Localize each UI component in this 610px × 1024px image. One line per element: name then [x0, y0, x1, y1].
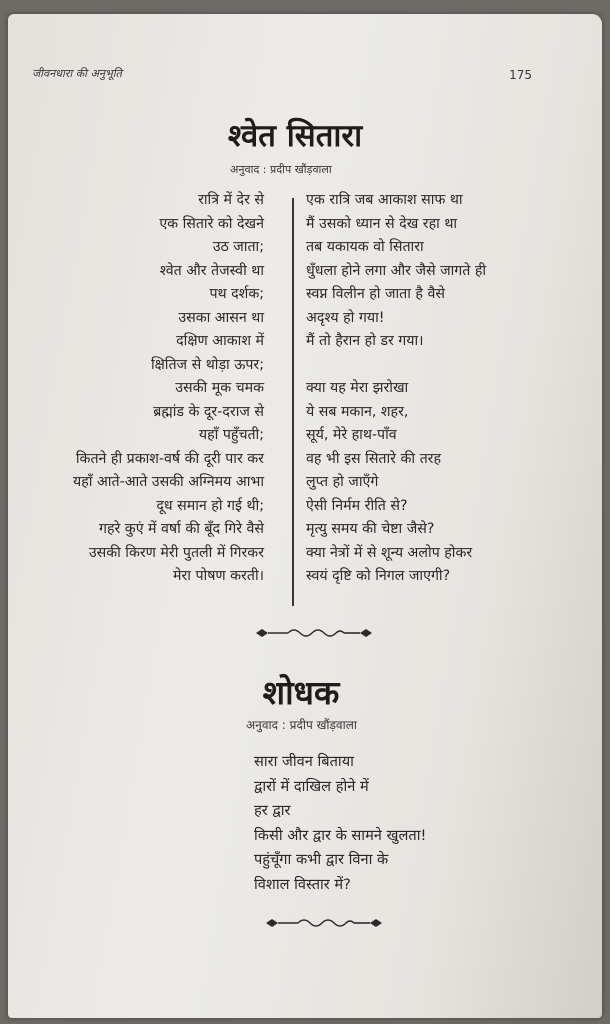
poem-line: उसका आसन था	[178, 309, 264, 326]
poem-line: दक्षिण आकाश में	[176, 333, 264, 349]
poem-line: मेरा पोषण करती।	[172, 568, 264, 584]
poem-line: लुप्त हो जाएँगे	[306, 474, 379, 490]
poem-line: मैं तो हैरान हो डर गया।	[306, 333, 424, 349]
poem-line: द्वारों में दाखिल होने में	[254, 777, 369, 795]
poem-line: रात्रि में देर से	[198, 192, 264, 208]
poem-line: एक रात्रि जब आकाश साफ था	[306, 192, 463, 208]
poem-line: ऐसी निर्मम रीति से?	[306, 497, 408, 514]
book-page	[8, 14, 602, 1018]
column-divider	[292, 198, 294, 606]
poem-title-shodhak: शोधक	[262, 673, 340, 712]
poem-line: गहरे कुएं में वर्षा की बूँद गिरे वैसे	[98, 521, 264, 537]
poem-line: उठ जाता;	[212, 239, 264, 255]
poem-line: स्वयं दृष्टि को निगल जाएगी?	[306, 568, 451, 584]
poem-line: सूर्य, मेरे हाथ-पाँव	[306, 427, 397, 443]
poem-line: पथ दर्शक;	[209, 286, 264, 302]
poem-line: श्वेत और तेजस्वी था	[159, 262, 264, 279]
stanza-break	[306, 354, 486, 378]
poem-line: पहुंचूँगा कभी द्वार विना के	[254, 851, 389, 869]
poem-line: स्वप्न विलीन हो जाता है वैसे	[306, 286, 445, 302]
poem-line: क्या नेत्रों में से शून्य अलोप होकर	[306, 544, 473, 561]
poem-line: एक सितारे को देखने	[159, 215, 264, 232]
poem-line: मैं उसको ध्यान से देख रहा था	[306, 215, 458, 232]
poem-line: उसकी मूक चमक	[175, 380, 264, 396]
poem-line: उसकी किरण मेरी पुतली में गिरकर	[88, 544, 264, 561]
poem-line: ये सब मकान, शहर,	[306, 403, 409, 420]
poem-line: मृत्यु समय की चेष्टा जैसे?	[306, 521, 435, 537]
ornament-divider	[254, 626, 374, 640]
poem-line: यहाँ पहुँचती;	[198, 427, 264, 443]
poem-line: हर द्वार	[254, 802, 291, 820]
poem-byline: अनुवाद : प्रदीप खौंड़वाला	[230, 163, 332, 176]
poem-line: वह भी इस सितारे की तरह	[306, 450, 441, 467]
poem-line: कितने ही प्रकाश-वर्ष की दूरी पार कर	[75, 450, 264, 467]
ornament-divider	[264, 916, 384, 930]
poem-line: क्या यह मेरा झरोखा	[306, 380, 409, 396]
poem-line: किसी और द्वार के सामने खुलता!	[254, 826, 427, 844]
poem-right-column	[306, 189, 486, 589]
page-number: 175	[509, 68, 532, 82]
poem-title-shwet-sitara: श्वेत सितारा	[227, 118, 363, 154]
poem-line: अदृश्य हो गया!	[306, 309, 385, 326]
poem-column	[254, 750, 426, 898]
poem-line: यहाँ आते-आते उसकी अग्निमय आभा	[73, 474, 264, 490]
poem-line: ब्रह्मांड के दूर-दराज से	[153, 403, 264, 420]
poem-left-column	[73, 189, 264, 589]
poem-line: दूध समान हो गई थी;	[156, 497, 264, 514]
poem-line: तब यकायक वो सितारा	[306, 239, 424, 255]
running-head: जीवनधारा की अनुभूति	[32, 67, 122, 80]
poem-byline: अनुवाद : प्रदीप खौंड़वाला	[246, 718, 357, 732]
poem-line: धुँधला होने लगा और जैसे जागते ही	[306, 262, 487, 279]
poem-line: विशाल विस्तार में?	[254, 875, 351, 893]
poem-line: क्षितिज से थोड़ा ऊपर;	[150, 356, 264, 373]
poem-line: सारा जीवन बिताया	[254, 753, 354, 770]
